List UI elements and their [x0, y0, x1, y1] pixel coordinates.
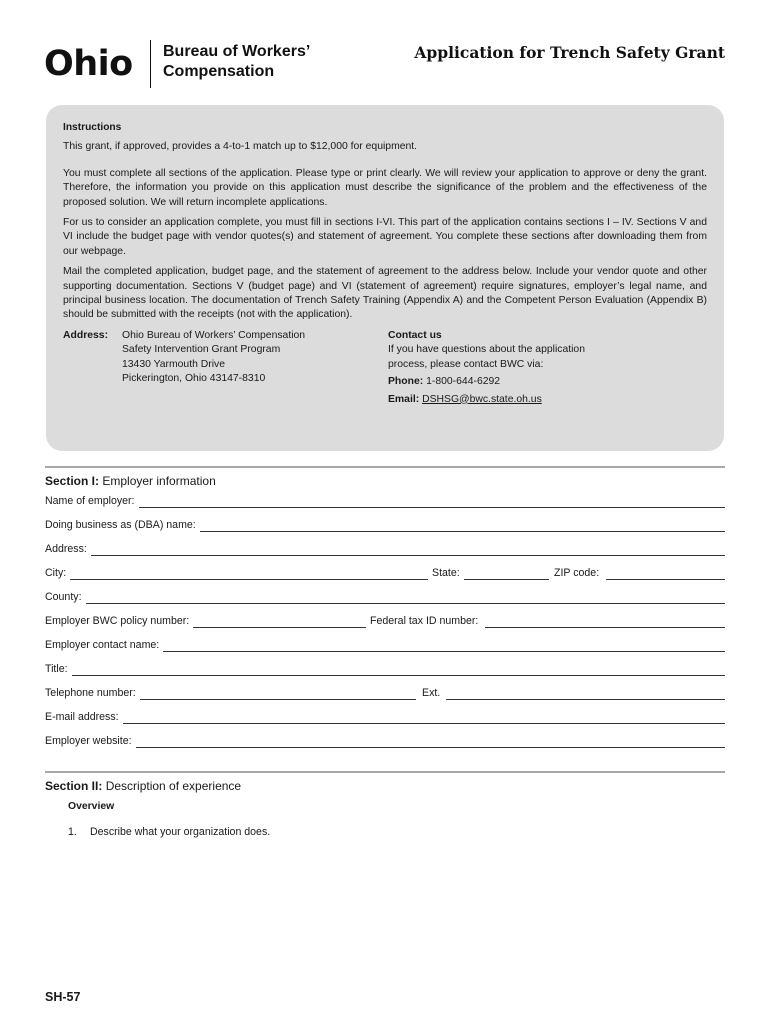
county-input[interactable]	[86, 593, 725, 604]
phone-number: 1-800-644-6292	[426, 376, 501, 388]
logo-ohio-text: Ohio	[44, 44, 133, 84]
section-2-title	[45, 779, 241, 793]
address-line: 13430 Yarmouth Drive	[122, 358, 226, 370]
county-field	[45, 590, 725, 604]
instructions-box	[46, 105, 724, 451]
county-label: County:	[45, 591, 82, 603]
website-input[interactable]	[136, 737, 725, 748]
contact-name-input[interactable]	[163, 641, 725, 652]
title-label: Title:	[45, 663, 68, 675]
employer-name-input[interactable]	[139, 497, 726, 508]
zip-field	[554, 566, 725, 580]
telephone-label: Telephone number:	[45, 687, 136, 699]
contact-name-label: Employer contact name:	[45, 639, 160, 651]
email-link[interactable]: DSHSG@bwc.state.oh.us	[422, 393, 542, 405]
address-line: Safety Intervention Grant Program	[122, 344, 281, 356]
section-1-name: Employer information	[102, 474, 216, 488]
website-field	[45, 734, 725, 748]
question-1	[68, 826, 270, 838]
dba-label: Doing business as (DBA) name:	[45, 519, 196, 531]
state-input[interactable]	[464, 569, 549, 580]
overview-heading: Overview	[68, 801, 115, 812]
policy-number-label: Employer BWC policy number:	[45, 615, 190, 627]
ext-field	[422, 686, 725, 700]
policy-number-field	[45, 614, 366, 628]
contact-us	[388, 329, 648, 407]
dba-field	[45, 518, 725, 532]
telephone-input[interactable]	[140, 689, 416, 700]
address-field-label: Address:	[45, 543, 87, 555]
employer-name-label: Name of employer:	[45, 495, 135, 507]
policy-number-input[interactable]	[193, 617, 366, 628]
document-title: Application for Trench Safety Grant	[414, 43, 725, 62]
logo-bureau-name	[163, 42, 310, 82]
city-field	[45, 566, 428, 580]
contact-name-field	[45, 638, 725, 652]
dba-input[interactable]	[200, 521, 725, 532]
instructions-paragraph-1: This grant, if approved, provides a 4-to-1 match up to $12,000 for equipment.	[63, 141, 418, 153]
address-line: Pickerington, Ohio 43147-8310	[122, 373, 266, 385]
email-field-label: E-mail address:	[45, 711, 119, 723]
contact-text-2: process, please contact BWC via:	[388, 358, 544, 370]
ext-label: Ext.	[422, 687, 441, 699]
tax-id-label: Federal tax ID number:	[370, 615, 479, 627]
ohio-bwc-logo	[44, 40, 344, 92]
tax-id-input[interactable]	[485, 617, 725, 628]
question-1-text: Describe what your organization does.	[90, 826, 271, 838]
title-input[interactable]	[72, 665, 725, 676]
email-input[interactable]	[123, 713, 725, 724]
section-2-name: Description of experience	[105, 779, 242, 793]
zip-input[interactable]	[606, 569, 725, 580]
mailing-address	[122, 329, 305, 387]
contact-heading: Contact us	[388, 329, 442, 341]
instructions-heading: Instructions	[63, 122, 122, 133]
address-contact-block	[63, 329, 707, 419]
state-label: State:	[432, 567, 460, 579]
tax-id-field	[370, 614, 725, 628]
website-label: Employer website:	[45, 735, 132, 747]
telephone-field	[45, 686, 416, 700]
section-2-number: Section II:	[45, 779, 103, 793]
section-divider	[45, 466, 725, 468]
title-field	[45, 662, 725, 676]
address-field	[45, 542, 725, 556]
address-label: Address:	[63, 329, 109, 341]
contact-phone	[388, 375, 648, 389]
employer-name-field	[45, 494, 725, 508]
logo-divider	[150, 40, 151, 88]
city-label: City:	[45, 567, 67, 579]
section-1-title	[45, 474, 216, 488]
instructions-paragraph-4: Mail the completed application, budget page, and the statement of agreement to the address below. Include your vendor quote and other supporting documentation. Sections V (budget page) and VI (statement of agreement) require signatures, employer’s legal name, and principal business location. The documentation of Trench Safety Training (Appendix A) and the Competent Person Evaluation (Appendix B) should be submitted with the receipts (not with the application).	[63, 266, 707, 321]
state-field	[432, 566, 549, 580]
zip-label: ZIP code:	[554, 567, 600, 579]
email-label: Email:	[388, 393, 420, 405]
instructions-paragraph-2: You must complete all sections of the application. Please type or print clearly. We will review your application to approve or deny the grant. Therefore, the information you provide on this application must describe the significance of the problem and the effectiveness of the proposed solution. We will return incomplete applications.	[63, 167, 707, 208]
section-divider	[45, 771, 725, 773]
logo-bureau-line1: Bureau of Workers’	[163, 43, 311, 60]
email-field	[45, 710, 725, 724]
section-1-number: Section I:	[45, 474, 100, 488]
phone-label: Phone:	[388, 376, 424, 388]
contact-text-1: If you have questions about the application	[388, 344, 585, 356]
instructions-paragraph-3: For us to consider an application complete, you must fill in sections I-VI. This part of the application contains sections I – IV. Sections V and VI include the budget page with vendor quotes(s) and statement of agreement. You complete these sections after downloading them from our webpage.	[63, 217, 707, 257]
ext-input[interactable]	[446, 689, 725, 700]
question-1-number: 1.	[68, 826, 77, 838]
logo-bureau-line2: Compensation	[163, 63, 275, 80]
city-input[interactable]	[70, 569, 428, 580]
address-input[interactable]	[91, 545, 725, 556]
contact-email	[388, 393, 648, 407]
form-id: SH-57	[45, 990, 81, 1004]
address-line: Ohio Bureau of Workers’ Compensation	[122, 329, 306, 341]
